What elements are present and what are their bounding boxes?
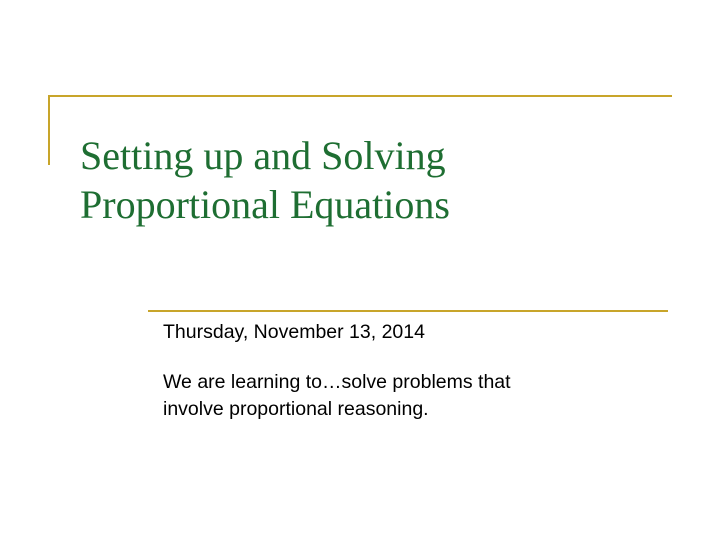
subtitle-rule-line [148, 310, 668, 312]
left-rule-line [48, 95, 50, 165]
lesson-date: Thursday, November 13, 2014 [163, 321, 425, 343]
slide-title-line-2: Proportional Equations [80, 182, 450, 227]
learning-objective-line-1: We are learning to…solve problems that [163, 371, 511, 393]
learning-objective-line-2: involve proportional reasoning. [163, 398, 429, 420]
top-rule-line [48, 95, 672, 97]
slide-title [80, 131, 680, 229]
slide-title-line-1: Setting up and Solving [80, 133, 446, 178]
learning-objective [163, 369, 683, 423]
slide-subtitle [163, 318, 683, 423]
